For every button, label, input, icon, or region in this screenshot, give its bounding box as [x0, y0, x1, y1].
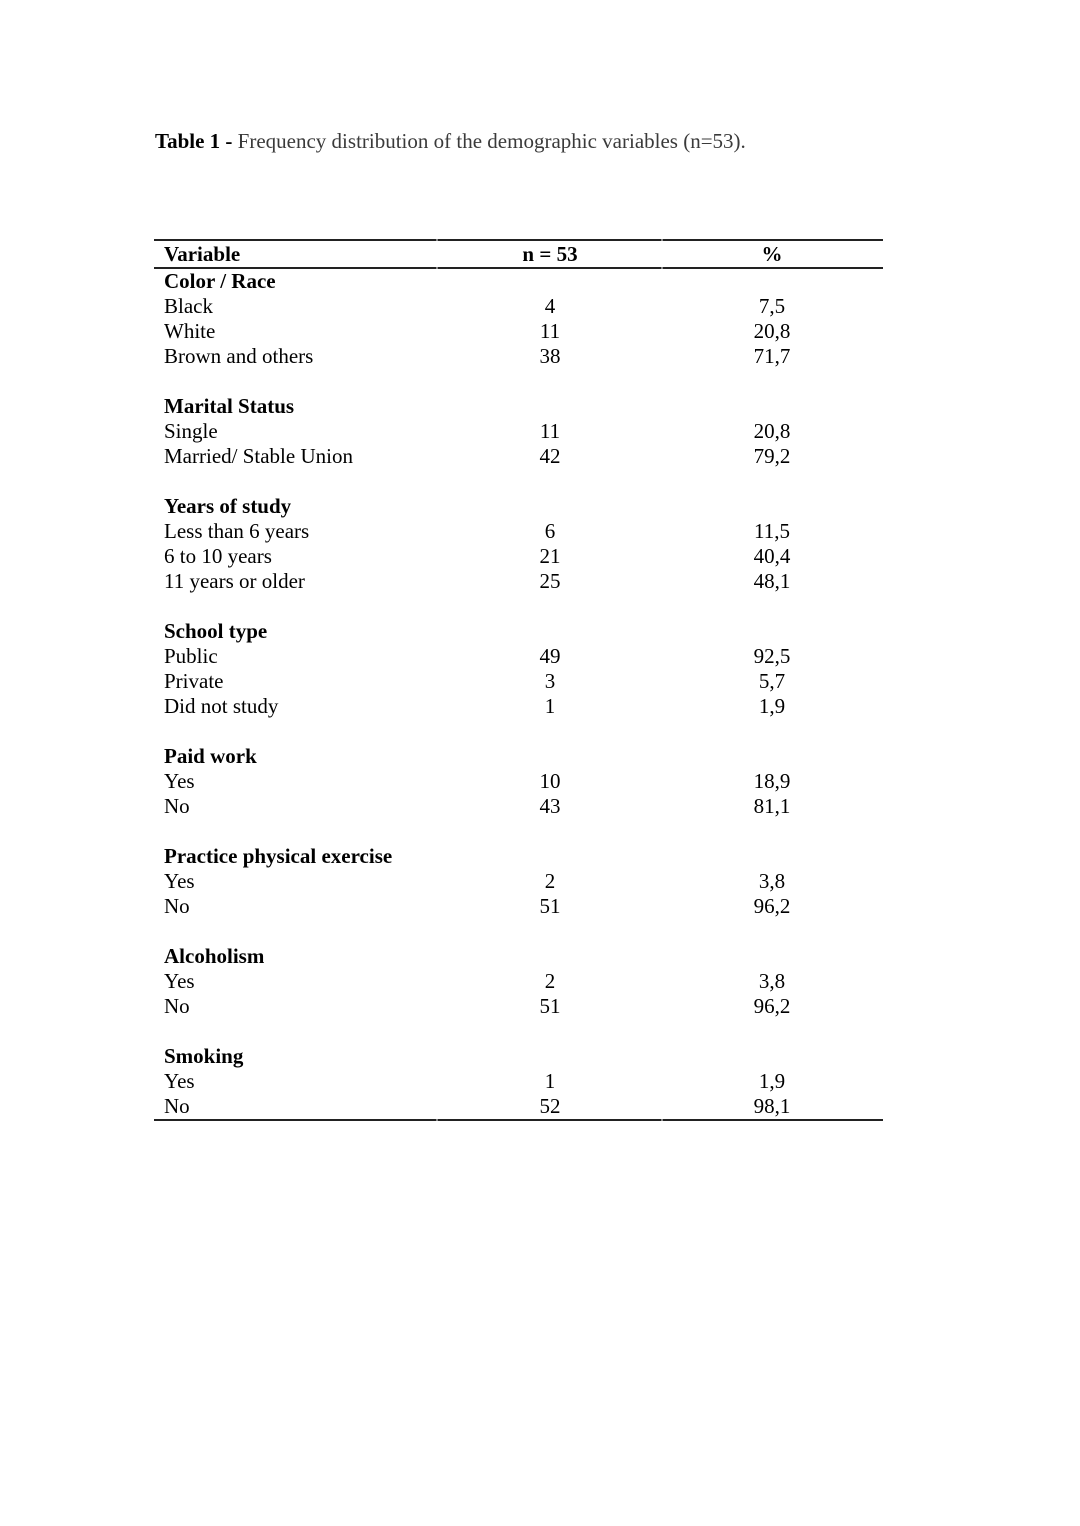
cell-percent: 48,1 [753, 569, 791, 593]
group-header-row [154, 1044, 883, 1069]
cell-variable: 6 to 10 years [164, 544, 272, 568]
table-row [154, 319, 883, 344]
cell-n: 11 [539, 319, 561, 343]
cell-percent: 5,7 [758, 669, 786, 693]
header-variable: Variable [164, 241, 241, 266]
group-header-row [154, 844, 883, 869]
cell-variable: Yes [164, 769, 195, 793]
group-title: Color / Race [164, 269, 276, 293]
table-body [154, 269, 883, 1119]
cell-percent: 18,9 [753, 769, 791, 793]
table-row [154, 869, 883, 894]
group-header-row [154, 619, 883, 644]
caption-label: Table 1 - [155, 129, 233, 153]
group-title: Smoking [164, 1044, 244, 1068]
group-title: Marital Status [164, 394, 295, 418]
cell-variable: Black [164, 294, 213, 318]
header-percent: % [761, 241, 783, 266]
cell-n: 1 [544, 694, 556, 718]
group-header-row [154, 744, 883, 769]
cell-n: 3 [544, 669, 556, 693]
cell-percent: 3,8 [758, 869, 786, 893]
cell-n: 43 [539, 794, 561, 818]
cell-percent: 1,9 [758, 694, 786, 718]
cell-variable: Brown and others [164, 344, 314, 368]
cell-percent: 96,2 [753, 894, 791, 918]
caption-text: Frequency distribution of the demographic variables (n=53). [232, 129, 746, 153]
table-row [154, 419, 883, 444]
group-spacer [154, 719, 883, 744]
cell-variable: Less than 6 years [164, 519, 310, 543]
table-caption [155, 127, 746, 155]
cell-percent: 20,8 [753, 319, 791, 343]
cell-variable: Yes [164, 869, 195, 893]
table-row [154, 519, 883, 544]
cell-variable: Public [164, 644, 218, 668]
cell-variable: No [164, 894, 190, 918]
table-row [154, 544, 883, 569]
group-title: Years of study [164, 494, 292, 518]
cell-variable: Yes [164, 969, 195, 993]
cell-n: 2 [544, 969, 556, 993]
cell-n: 2 [544, 869, 556, 893]
table-row [154, 1069, 883, 1094]
cell-n: 52 [539, 1094, 561, 1118]
table-row [154, 994, 883, 1019]
cell-percent: 71,7 [753, 344, 791, 368]
cell-variable: No [164, 994, 190, 1018]
group-spacer [154, 594, 883, 619]
cell-n: 21 [539, 544, 561, 568]
cell-variable: Yes [164, 1069, 195, 1093]
cell-percent: 81,1 [753, 794, 791, 818]
demographics-table [154, 239, 883, 1121]
table-row [154, 294, 883, 319]
table-row [154, 694, 883, 719]
group-header-row [154, 269, 883, 294]
cell-percent: 20,8 [753, 419, 791, 443]
group-spacer [154, 919, 883, 944]
cell-percent: 40,4 [753, 544, 791, 568]
group-title: Alcoholism [164, 944, 265, 968]
cell-n: 4 [544, 294, 556, 318]
cell-percent: 11,5 [754, 519, 790, 543]
group-header-row [154, 494, 883, 519]
cell-percent: 79,2 [753, 444, 791, 468]
table-row [154, 344, 883, 369]
group-spacer [154, 1019, 883, 1044]
bottom-rule [154, 1119, 883, 1121]
cell-n: 49 [539, 644, 561, 668]
cell-variable: Married/ Stable Union [164, 444, 353, 468]
table-row [154, 894, 883, 919]
cell-n: 10 [539, 769, 561, 793]
cell-percent: 98,1 [753, 1094, 791, 1118]
cell-variable: White [164, 319, 216, 343]
group-spacer [154, 819, 883, 844]
group-title: Paid work [164, 744, 257, 768]
cell-variable: Private [164, 669, 224, 693]
header-n: n = 53 [522, 241, 578, 266]
group-title: Practice physical exercise [164, 844, 393, 868]
cell-n: 11 [539, 419, 561, 443]
cell-percent: 3,8 [758, 969, 786, 993]
group-spacer [154, 469, 883, 494]
cell-percent: 1,9 [758, 1069, 786, 1093]
group-title: School type [164, 619, 268, 643]
group-header-row [154, 394, 883, 419]
group-spacer [154, 369, 883, 394]
table-row [154, 669, 883, 694]
cell-percent: 96,2 [753, 994, 791, 1018]
table-row [154, 969, 883, 994]
cell-variable: Single [164, 419, 218, 443]
group-header-row [154, 944, 883, 969]
table-row [154, 769, 883, 794]
cell-variable: 11 years or older [164, 569, 305, 593]
table-row [154, 1094, 883, 1119]
cell-n: 25 [539, 569, 561, 593]
table-row [154, 569, 883, 594]
cell-n: 1 [544, 1069, 556, 1093]
table-header-row [154, 241, 883, 267]
cell-variable: Did not study [164, 694, 279, 718]
table-row [154, 444, 883, 469]
cell-variable: No [164, 794, 190, 818]
cell-n: 6 [544, 519, 556, 543]
cell-percent: 92,5 [753, 644, 791, 668]
cell-n: 51 [539, 894, 561, 918]
table-row [154, 794, 883, 819]
cell-variable: No [164, 1094, 190, 1118]
table-row [154, 644, 883, 669]
cell-n: 51 [539, 994, 561, 1018]
cell-percent: 7,5 [758, 294, 786, 318]
cell-n: 38 [539, 344, 561, 368]
cell-n: 42 [539, 444, 561, 468]
